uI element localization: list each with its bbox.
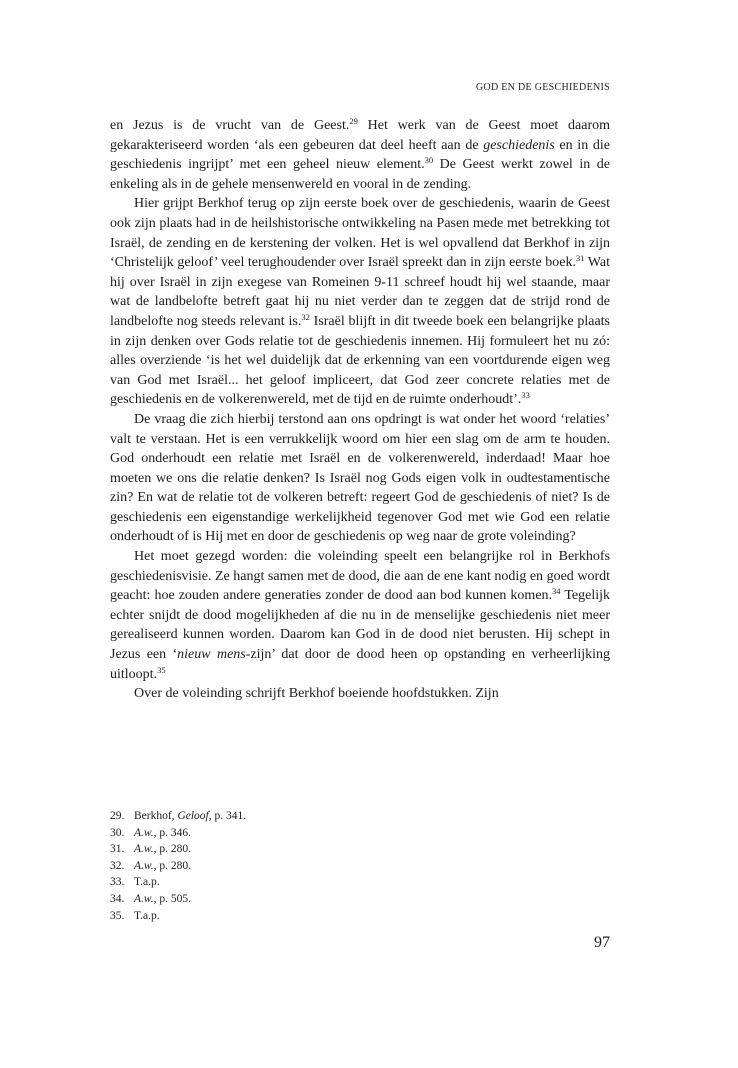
footnote-number: 29. <box>110 810 125 822</box>
page-number: 97 <box>594 934 610 951</box>
footnotes <box>110 808 410 924</box>
text-run: Over de voleinding schrijft Berkhof boeiende hoofdstukken. Zijn <box>134 686 499 702</box>
footnote-text <box>134 843 191 855</box>
italic-text: nieuw mens <box>177 647 246 663</box>
paragraph-2 <box>110 194 610 410</box>
running-head: GOD EN DE GESCHIEDENIS <box>475 82 610 93</box>
footnote-text <box>134 876 160 888</box>
footnote <box>110 891 410 908</box>
text-run: , p. 341. <box>208 810 247 822</box>
paragraph-3 <box>110 410 610 547</box>
footnote-text <box>134 910 160 922</box>
footnote-ref: 32 <box>301 311 310 322</box>
italic-text: A.w. <box>134 859 154 872</box>
footnote-text <box>134 893 191 905</box>
footnote-ref: 30 <box>424 155 434 166</box>
footnote-number: 35. <box>110 909 125 922</box>
text-run: en in die geschiedenis ingrijpt’ met een geheel nieuw element. <box>110 137 610 173</box>
italic-text: A.w. <box>134 843 154 856</box>
footnote-ref: 35 <box>157 664 166 675</box>
text-run: , p. 346. <box>153 826 191 839</box>
text-run: T.a.p. <box>134 876 160 889</box>
footnote <box>110 908 410 925</box>
text-run: Het werk van de Geest moet daarom gekarakteriseerd worden ‘als een gebeuren dat deel heeft aan de <box>110 118 610 153</box>
text-run: Tegelijk echter snijdt de dood mogelijkheden af die nu in de menselijke geschiedenis niet meer gerealiseerd kunnen worden. Daarom kan God in de dood niet berusten. Hij schept in Jezus een ‘ <box>110 588 610 663</box>
italic-text: Geloof <box>177 810 209 822</box>
text-run: Het moet gezegd worden: die voleinding speelt een belangrijke rol in Berkhofs geschiedenisvisie. Ze hangt samen met de dood, die aan de ene kant nodig en goed wordt geacht: hoe zouden andere generaties zonder de dood aan bod kunnen komen. <box>110 549 610 604</box>
text-run: Berkhof, <box>134 810 178 822</box>
footnote-number: 34. <box>110 892 125 905</box>
paragraph-4 <box>110 547 610 684</box>
footnote <box>110 874 410 891</box>
text-run: , p. 280. <box>153 843 191 856</box>
text-run: De Geest werkt zowel in de enkeling als in de gehele mensenwereld en vooral in de zending. <box>110 157 610 192</box>
text-run: , p. 280. <box>153 859 191 872</box>
footnote-number: 30. <box>110 826 125 839</box>
text-run: , p. 505. <box>153 892 191 905</box>
text-run: Israël blijft in dit tweede boek een belangrijke plaats in zijn denken over Gods relatie tot de geschiedenis innemen. Hij formuleert het nu zó: alles overziende ‘is het wel duidelijk dat de erkenning van een voortdurende eigen weg van God met Israël... het geloof impliceert, dat God zeer concrete relaties met de geschiedenis en de volkerenwereld, met de tijd en de ruimte onderhoudt’. <box>110 313 611 408</box>
footnote-text <box>134 810 246 822</box>
italic-text: geschiedenis <box>483 137 555 153</box>
footnote-ref: 31 <box>576 253 585 264</box>
footnote <box>110 841 410 858</box>
footnote <box>110 825 410 842</box>
body-text <box>110 116 610 704</box>
text-run: en Jezus is de vrucht van de Geest. <box>110 118 350 133</box>
footnote-number: 31. <box>110 843 125 856</box>
text-run: Wat hij over Israël in zijn exegese van Romeinen 9-11 schreef houdt hij wel staande, maar wat de landbelofte betreft gaat hij nu niet verder dan te zeggen dat de strijd rond de landbelofte nog steeds relevant is. <box>110 255 610 329</box>
italic-text: A.w. <box>134 826 154 839</box>
text-run: -zijn’ dat door de dood heen op opstanding en verheerlijking uitloopt. <box>110 647 610 682</box>
paragraph-5 <box>110 684 610 704</box>
footnote-number: 32. <box>110 859 125 872</box>
text-run: T.a.p. <box>134 909 160 922</box>
footnote <box>110 808 410 825</box>
paragraph-1 <box>110 116 610 194</box>
footnote <box>110 858 410 875</box>
italic-text: A.w. <box>134 892 154 905</box>
text-run: Hier grijpt Berkhof terug op zijn eerste boek over de geschiedenis, waarin de Geest ook zijn plaats had in de heilshistorische ontwikkeling na Pasen mede met betrekking tot Israël, de zending en de kerstening der volken. Het is wel opvallend dat Berkhof in zijn ‘Christelijk geloof’ veel terughoudender over Israël spreekt dan in zijn eerste boek. <box>110 196 610 271</box>
footnote-ref: 34 <box>552 586 561 597</box>
footnote-text <box>134 827 191 839</box>
text-run: De vraag die zich hierbij terstond aan ons opdringt is wat onder het woord ‘relaties’ valt te verstaan. Het is een verrukkelijk woord om hier een slag om de arm te houden. God onderhoudt een relatie met Israël en de volkerenwereld, inderdaad! Maar hoe moeten we ons die relatie denken? Is Israël nog Gods eigen volk in oudtestamentische zin? En wat de relatie tot de volkeren betreft: regeert God de geschiedenis of niet? Is de geschiedenis een eigenstandige werkelijkheid tegenover God met wie God een relatie onderhoudt of is Hij met en door de geschiedenis op weg naar de grote voleinding? <box>110 411 610 545</box>
footnote-ref: 29 <box>349 116 358 126</box>
footnote-ref: 33 <box>521 390 530 401</box>
footnote-number: 33. <box>110 876 125 889</box>
footnote-text <box>134 860 191 872</box>
